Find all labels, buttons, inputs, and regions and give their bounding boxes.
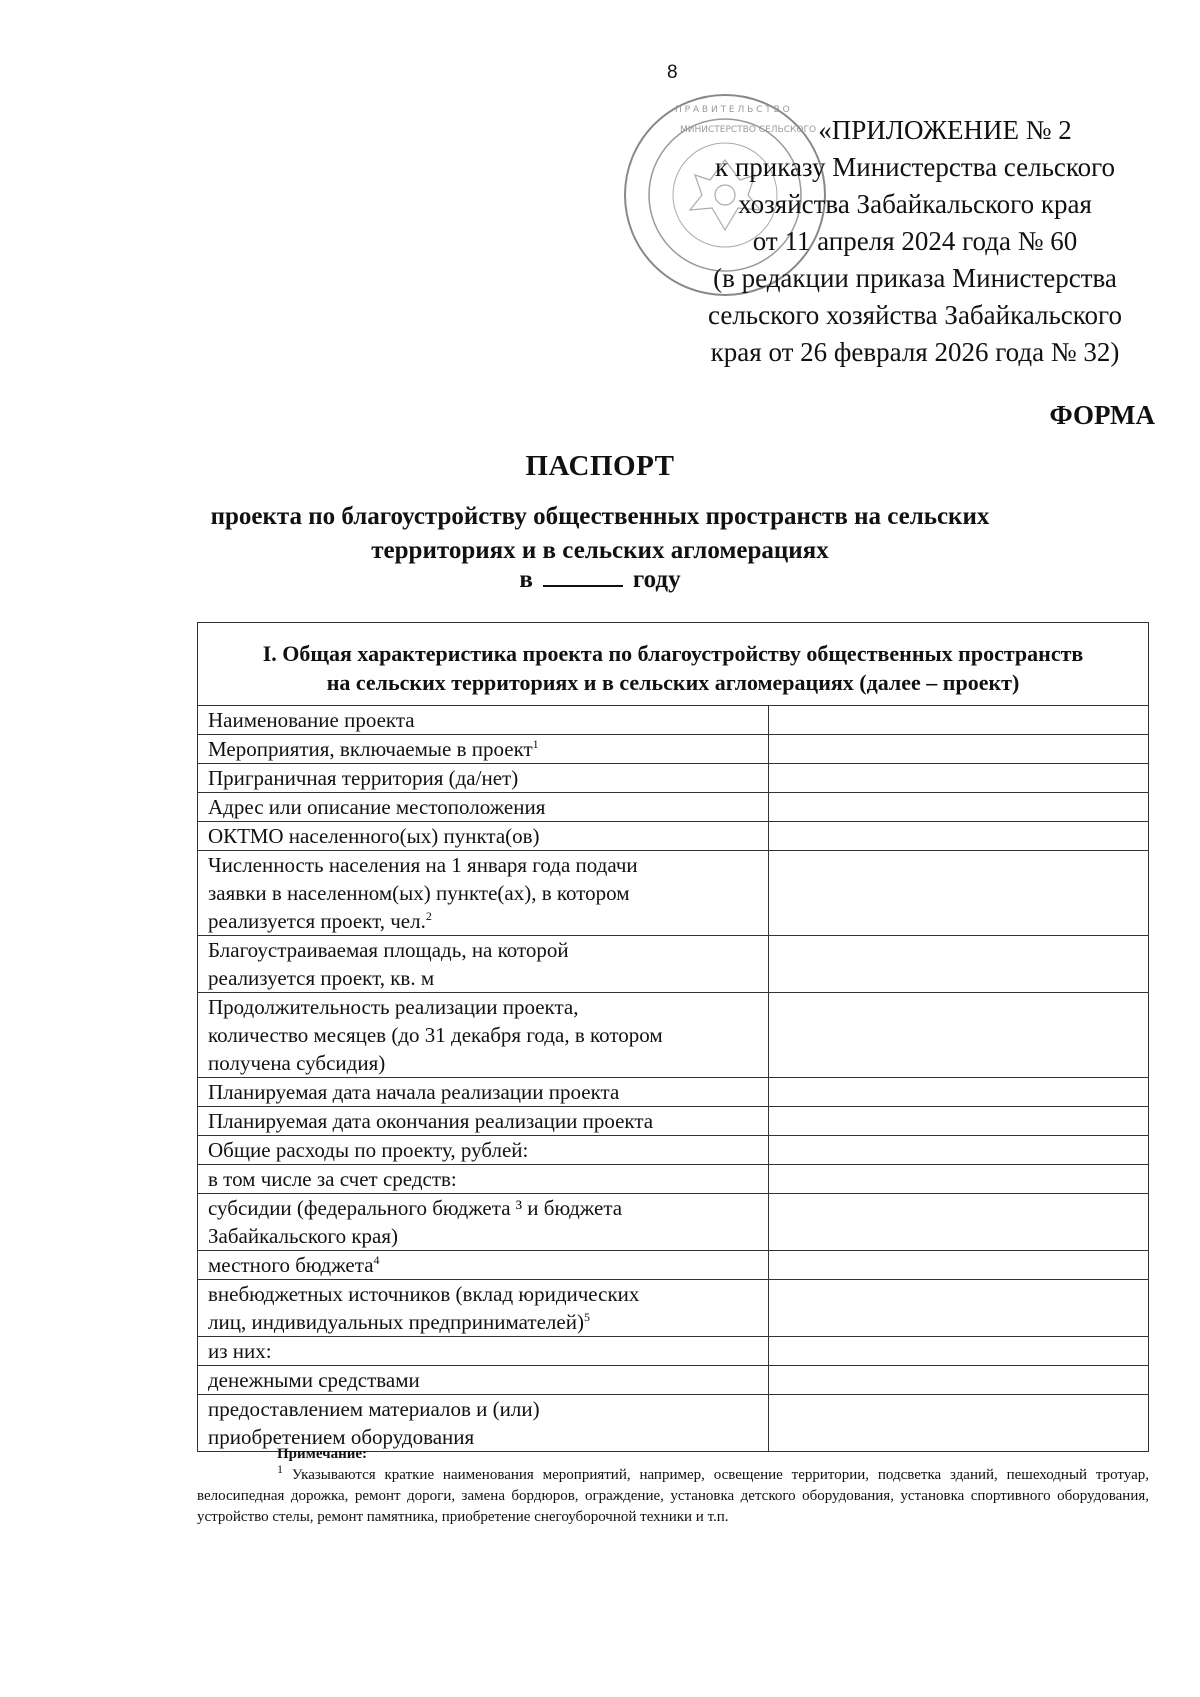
row-label-line: предоставлением материалов и (или)	[208, 1397, 540, 1421]
year-line	[0, 566, 1200, 594]
row-label-line: Адрес или описание местоположения	[208, 795, 546, 819]
row-value-cell	[769, 936, 1149, 993]
row-label	[198, 1078, 769, 1107]
row-label-line: Общие расходы по проекту, рублей:	[208, 1138, 529, 1162]
table-row	[198, 1107, 1149, 1136]
appendix-line: хозяйства Забайкальского края	[738, 189, 1092, 219]
svg-text:П Р А В И Т Е Л Ь С Т В О: П Р А В И Т Е Л Ь С Т В О	[675, 105, 790, 115]
table-row	[198, 793, 1149, 822]
appendix-line: «ПРИЛОЖЕНИЕ № 2	[818, 115, 1072, 145]
page-number: 8	[667, 62, 678, 83]
row-label-line: Продолжительность реализации проекта,	[208, 995, 579, 1019]
appendix-line: сельского хозяйства Забайкальского	[708, 300, 1122, 330]
footnote-ref: 1	[532, 737, 539, 751]
row-label	[198, 1366, 769, 1395]
row-label-line: получена субсидия)	[208, 1051, 386, 1075]
row-label	[198, 993, 769, 1078]
document-subtitle	[0, 500, 1200, 568]
row-value-cell	[769, 1136, 1149, 1165]
note-1	[197, 1462, 1149, 1528]
table-row	[198, 1251, 1149, 1280]
table-row	[198, 1194, 1149, 1251]
row-value-cell	[769, 993, 1149, 1078]
notes-block	[197, 1444, 1149, 1528]
section-header-line: I. Общая характеристика проекта по благоустройству общественных пространств	[262, 641, 1084, 666]
row-value-cell	[769, 822, 1149, 851]
row-label-line: Приграничная территория (да/нет)	[208, 766, 519, 790]
row-label-line: Мероприятия, включаемые в проект$^1$	[208, 737, 539, 761]
row-label-line: денежными средствами	[208, 1368, 420, 1392]
row-value-cell	[769, 1366, 1149, 1395]
row-value-cell	[769, 851, 1149, 936]
table-row	[198, 1165, 1149, 1194]
table-row	[198, 822, 1149, 851]
row-label-line: Планируемая дата начала реализации проекта	[208, 1080, 620, 1104]
table-row	[198, 1280, 1149, 1337]
row-label-line: приобретением оборудования	[208, 1425, 475, 1449]
table-row	[198, 1366, 1149, 1395]
appendix-line: от 11 апреля 2024 года № 60	[752, 226, 1078, 256]
subtitle-line: территориях и в сельских агломерациях	[371, 537, 829, 564]
table-row	[198, 764, 1149, 793]
row-label-line: Численность населения на 1 января года подачи	[208, 853, 638, 877]
table-row	[198, 1337, 1149, 1366]
appendix-line: к приказу Министерства сельского	[714, 152, 1116, 182]
row-label	[198, 764, 769, 793]
row-label	[198, 851, 769, 936]
row-label-line: реализуется проект, кв. м	[208, 966, 435, 990]
row-label	[198, 1395, 769, 1452]
row-label-line: местного бюджета$^4$	[208, 1253, 380, 1277]
document-title: ПАСПОРТ	[525, 450, 675, 482]
table-row	[198, 1136, 1149, 1165]
footnote-ref: 2	[425, 909, 432, 923]
row-label-line: реализуется проект, чел.$^2$	[208, 909, 432, 933]
row-label-line: внебюджетных источников (вклад юридических	[208, 1282, 640, 1306]
subtitle-line: проекта по благоустройству общественных пространств на сельских	[210, 503, 990, 530]
row-label	[198, 793, 769, 822]
row-label	[198, 1165, 769, 1194]
row-value-cell	[769, 1194, 1149, 1251]
note-1-number: 1	[277, 1462, 283, 1476]
row-label	[198, 1136, 769, 1165]
row-label-line: Наименование проекта	[208, 708, 415, 732]
row-value-cell	[769, 1395, 1149, 1452]
row-label-line: Благоустраиваемая площадь, на которой	[208, 938, 569, 962]
row-label-line: количество месяцев (до 31 декабря года, в котором	[208, 1023, 663, 1047]
row-label	[198, 822, 769, 851]
table-row	[198, 706, 1149, 735]
row-value-cell	[769, 735, 1149, 764]
row-value-cell	[769, 793, 1149, 822]
row-label	[198, 1107, 769, 1136]
notes-heading: Примечание:	[277, 1446, 368, 1462]
row-value-cell	[769, 706, 1149, 735]
appendix-block	[680, 112, 1150, 371]
note-1-text: Указываются краткие наименования мероприятий, например, освещение территории, подсветка зданий, пешеходный тротуар, велосипедная дорожка, ремонт дороги, замена бордюров, ограждение, установка детского оборудования, установка спортивного оборудования, устройство стелы, ремонт памятника, приобретение снегоуборочной техники и т.п.	[197, 1467, 1149, 1525]
row-label-line: субсидии (федерального бюджета ³ и бюджета	[208, 1196, 623, 1220]
row-label	[198, 1194, 769, 1251]
year-prefix: в	[519, 566, 533, 593]
appendix-line: края от 26 февраля 2026 года № 32)	[710, 337, 1120, 367]
section-header-line: на сельских территориях и в сельских агломерациях (далее – проект)	[326, 670, 1020, 695]
row-label	[198, 936, 769, 993]
row-label	[198, 1280, 769, 1337]
row-label	[198, 706, 769, 735]
row-label-line: лиц, индивидуальных предпринимателей)$^5$	[208, 1310, 590, 1334]
row-value-cell	[769, 1165, 1149, 1194]
row-label	[198, 735, 769, 764]
svg-text:МИНИСТЕРСТВО СЕЛЬСКОГО: МИНИСТЕРСТВО СЕЛЬСКОГО	[680, 125, 817, 135]
section-header	[198, 623, 1149, 706]
passport-table	[197, 622, 1149, 1452]
section-header-row	[198, 623, 1149, 706]
row-label	[198, 1251, 769, 1280]
year-blank	[543, 567, 623, 587]
row-value-cell	[769, 1337, 1149, 1366]
row-label	[198, 1337, 769, 1366]
year-suffix: году	[632, 566, 681, 593]
row-value-cell	[769, 1107, 1149, 1136]
row-label-line: из них:	[208, 1339, 272, 1363]
row-label-line: заявки в населенном(ых) пункте(ах), в котором	[208, 881, 630, 905]
row-value-cell	[769, 1251, 1149, 1280]
appendix-line: (в редакции приказа Министерства	[713, 263, 1117, 293]
row-label-line: Планируемая дата окончания реализации проекта	[208, 1109, 654, 1133]
row-value-cell	[769, 1280, 1149, 1337]
row-label-line: ОКТМО населенного(ых) пункта(ов)	[208, 824, 540, 848]
table-row	[198, 1078, 1149, 1107]
table-row	[198, 1395, 1149, 1452]
form-label: ФОРМА	[1049, 400, 1155, 430]
table-row	[198, 993, 1149, 1078]
footnote-ref: 5	[583, 1310, 590, 1324]
row-label-line: Забайкальского края)	[208, 1224, 399, 1248]
table-row	[198, 936, 1149, 993]
table-row	[198, 735, 1149, 764]
table-row	[198, 851, 1149, 936]
row-value-cell	[769, 764, 1149, 793]
footnote-ref: 4	[373, 1253, 380, 1267]
row-label-line: в том числе за счет средств:	[208, 1167, 457, 1191]
row-value-cell	[769, 1078, 1149, 1107]
